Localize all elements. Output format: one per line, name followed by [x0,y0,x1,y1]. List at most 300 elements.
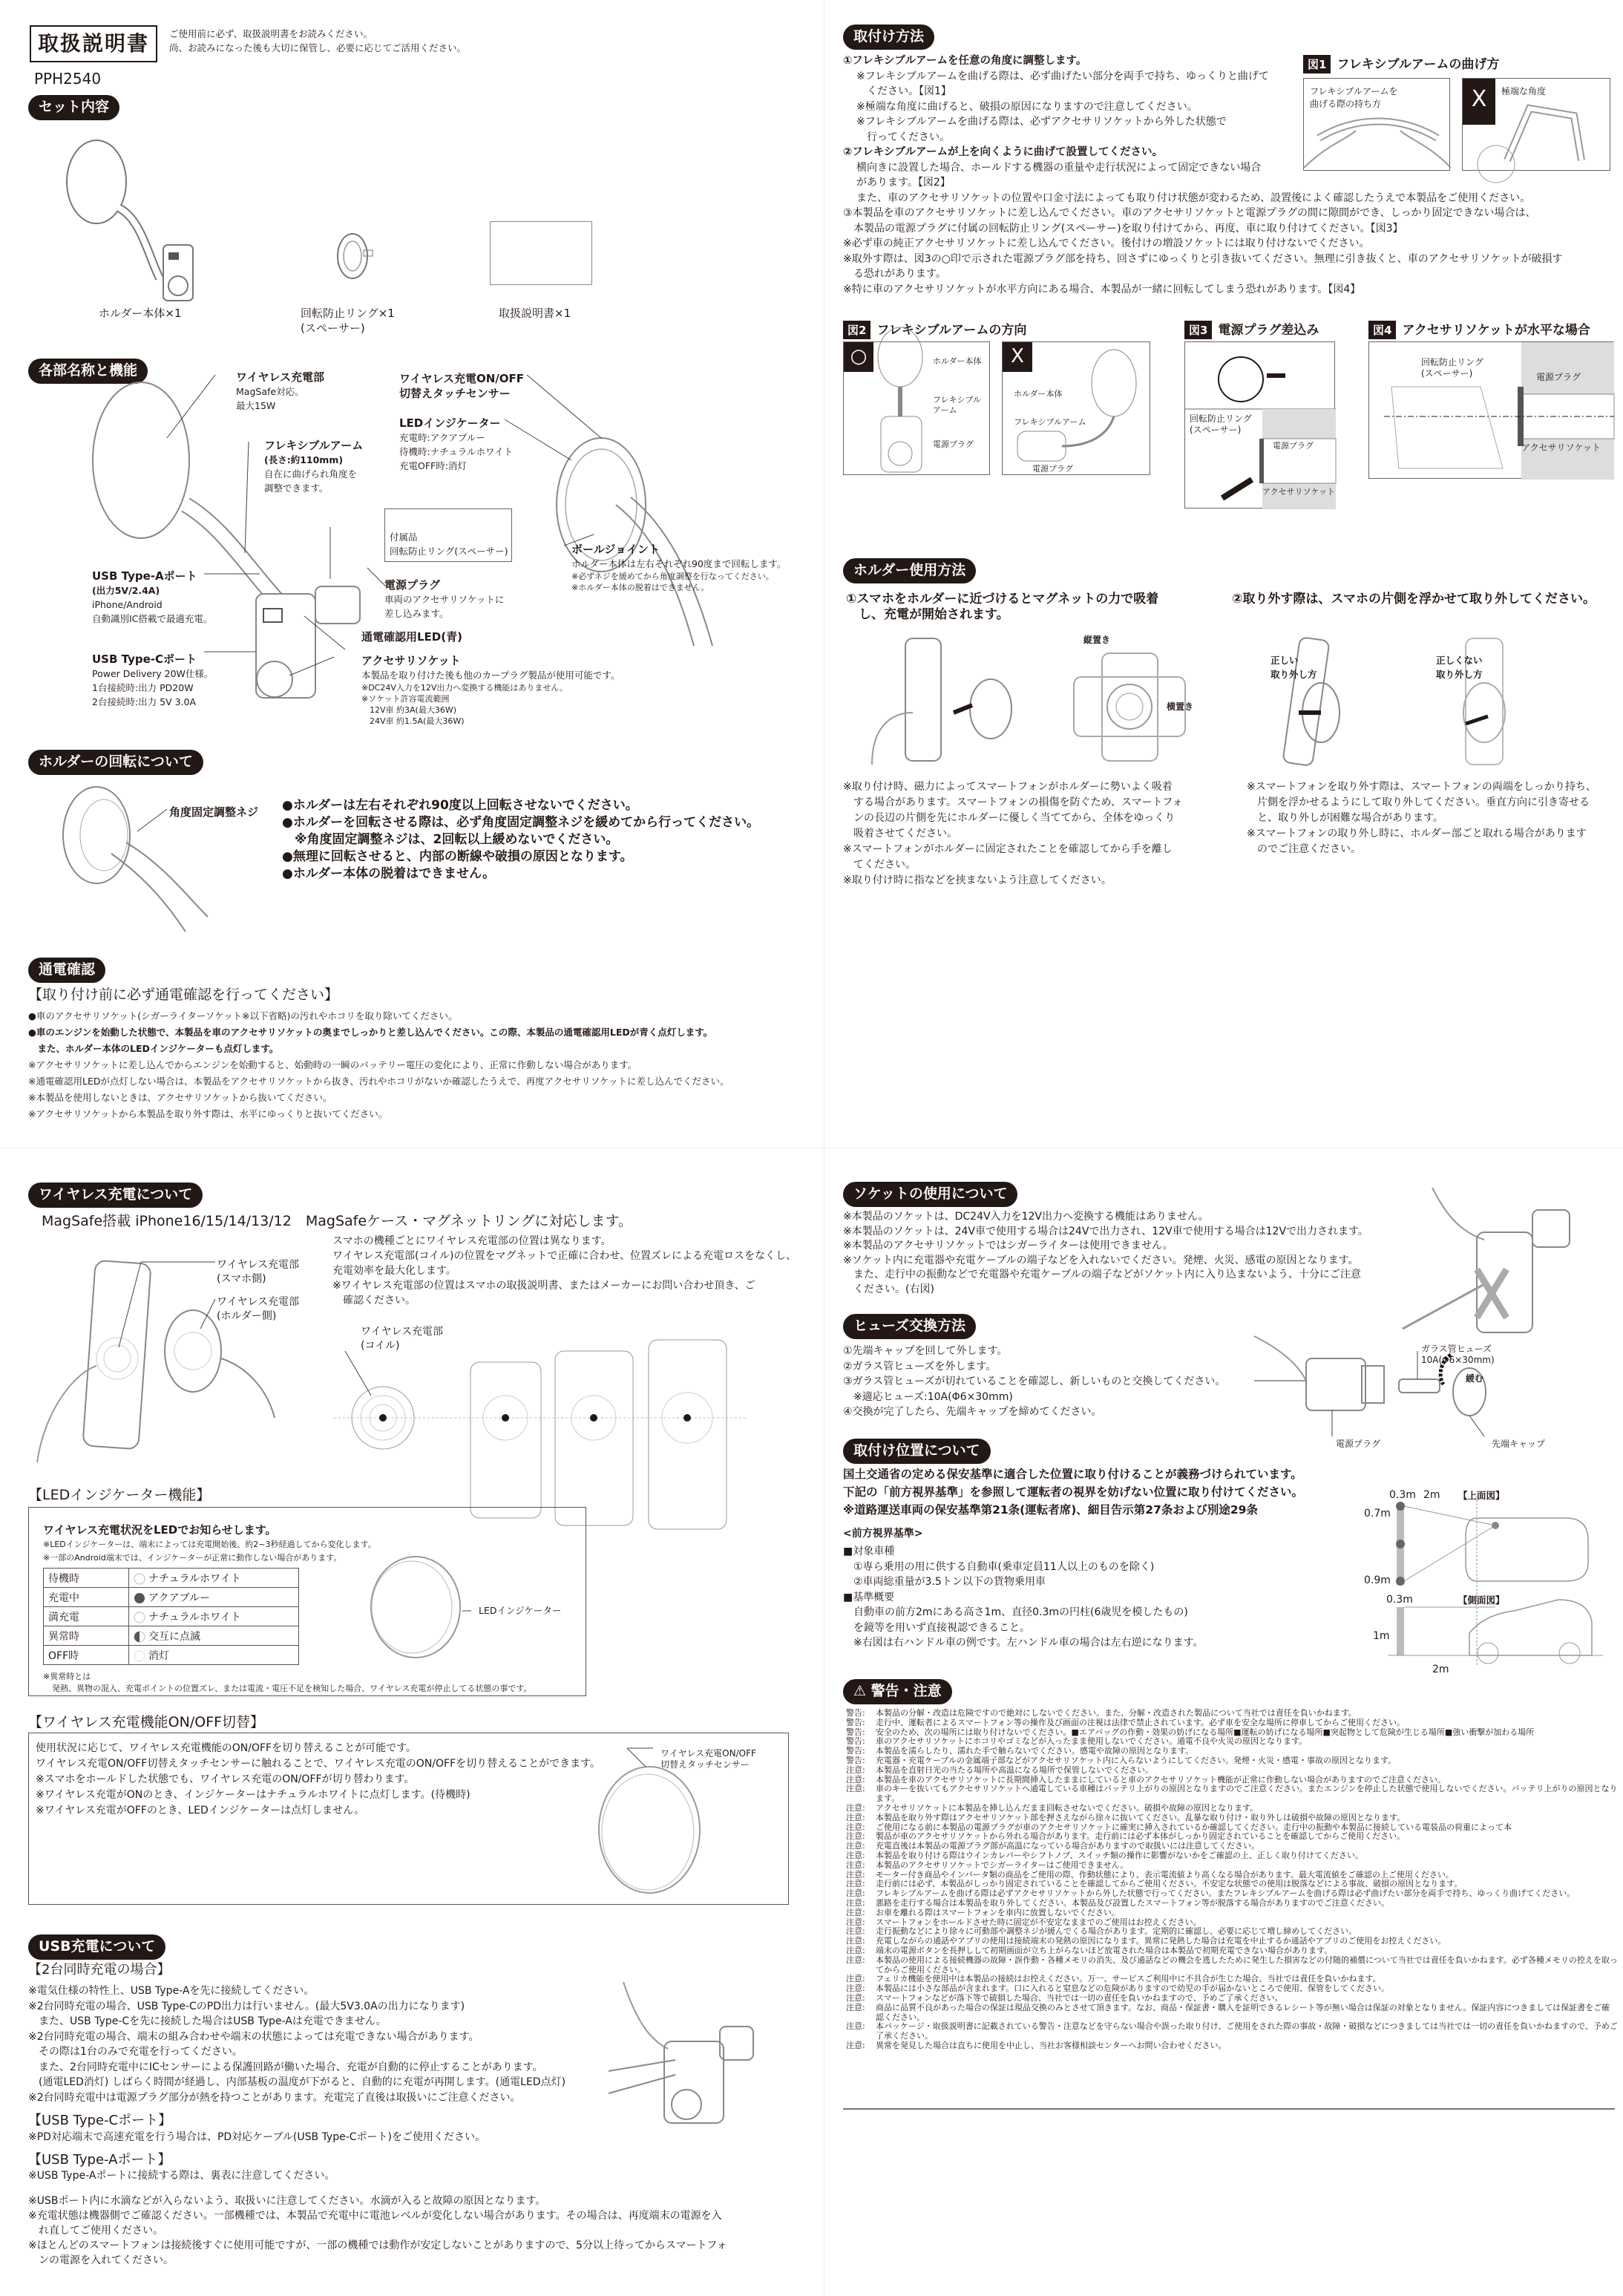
warning-tag: 注意: [846,1850,865,1860]
warning-text: 端末の電源ボタンを長押しして初期画面が立ち上がらないほど放電された場合は本製品で初期充電できない場合があります。 [876,1945,1333,1955]
position-line: 下記の「前方視界基準」を参照して運転者の視界を妨げない位置に取り付けてください。 [843,1485,1304,1499]
wireless-text-line: ワイヤレス充電部(コイル)の位置をマグネットで正確に合わせ、位置ズレによる充電ロスをなくし、 [332,1250,796,1262]
warning-triangle-icon: ⚠ [853,1683,871,1699]
fig-label: アクセサリソケット [1262,487,1336,497]
warning-text: 本製品には小さな部品が含まれます。口に入れると窒息などの危険がありますので幼児の手が届かないところで使用、保管をしてください。 [876,1983,1390,1994]
manual-illustration [490,221,592,285]
warning-item [846,1956,1618,1975]
fig-tag: 図2 [843,321,870,339]
socket-use-text [843,1210,1368,1297]
label-line: 最大15W [236,400,276,411]
fig-label: ホルダー本体 [1014,389,1063,399]
label-line: ※必ずネジを緩めてから角度調整を行なってください。 [571,572,774,581]
led-status-row [44,1607,299,1626]
label-correct-removal [1270,653,1317,681]
warning-text: 本製品のアクセサリソケットでシガーライターはご使用できません。 [876,1860,1129,1870]
label-line: 充電OFF時:消灯 [399,460,467,471]
label-flexible-arm [264,438,363,495]
label-led-indicator [399,416,513,473]
criteria-line: ①専ら乗用の用に供する自動車(乗車定員11人以上のものを除く) [843,1560,1155,1573]
usb-dual-heading: 【2台同時充電の場合】 [28,1962,171,1978]
usb-note: ンの電源を入れてください。 [28,2254,174,2266]
fig-label: 曲げる際の持ち方 [1310,99,1382,109]
dim-2m-side: 2m [1432,1664,1449,1675]
fuse-step: ④交換が完了したら、先端キャップを締めてください。 [843,1406,1102,1418]
top-view-title: 【上面図】 [1458,1490,1505,1501]
power-check-body [28,1008,729,1122]
section-wireless: ワイヤレス充電について [28,1183,203,1208]
warning-tag: 警告: [846,1736,865,1747]
label-onoff-ring [660,1748,756,1770]
fig-tag: 図1 [1303,55,1331,73]
warning-text: 製品が車のアクセサリソケットから外れる場合があります。走行前には必ず本体がしっかり固定されていることを確認してからご使用ください。 [876,1831,1406,1842]
warning-text: 安全のため、次の場所には取り付けないでください。■エアバッグの作動・効果の妨げになる場所■運転の妨げになる場所■突起物として危険が生じる場所■強い衝撃が加わる場所 [876,1727,1535,1737]
bottom-rule [843,2108,1615,2110]
criteria-line: ※右図は右ハンドル車の例です。左ハンドル車の場合は左右逆になります。 [843,1637,1204,1649]
warning-item [846,1899,1618,1909]
led-state: 異常時 [44,1626,129,1646]
warning-text: 車のキーを抜いてもアクセサリソケットへ通電している車種はバッテリ上がりの原因となりますのでご注意ください。またエンジンを停止した状態で使用しないでください。バッテリ上がりの原因となります。 [876,1784,1618,1804]
fig-label: フレキシブルアームを [1310,86,1398,97]
set-item-label: 回転防止リング×1 [301,307,395,320]
install-note: ください。【図1】 [856,85,951,97]
fig-label: 電源プラグ [1273,441,1314,451]
criteria-line: ■対象車種 [843,1546,895,1557]
label-accessory-socket [361,653,620,727]
led-value-cell [129,1569,299,1588]
warning-tag: 注意: [846,1764,865,1775]
warning-text: 本パッケージ・取扱説明書に記載されている警告・注意などを守らない場合や誤った取り付け、ご使用をされた際の事故・故障・破損などにつきましては当社では一切の責任を負いかねますので、予めご了承ください。 [876,2021,1618,2041]
led-state: OFF時 [44,1646,129,1665]
label-title: ボールジョイント [571,543,660,556]
label-title: 電源プラグ [384,578,441,592]
socket-cable-ng-illustration [1403,1188,1618,1336]
label-power-plug [384,578,504,621]
label-onoff-sensor [399,371,524,401]
warning-text: モーター付き商品やインバータ類の商品をご使用の際、作動状態により、表示電流値より高くなる場合があります。最大電流値をご確認の上ご使用ください。 [876,1869,1454,1880]
usage-note: ※スマートフォンを取り外す際は、スマートフォンの両端をしっかり持ち、 [1247,781,1596,793]
socket-note: ※本製品のソケットは、24V車で使用する場合は24Vで出力され、12V車で使用する場合は12Vで出力されます。 [843,1225,1368,1237]
led-state: 待機時 [44,1569,129,1588]
warning-text: 本製品の分解・改造は危険ですので絶対にしないでください。また、分解・改造された製品について当社では責任を負いかねます。 [876,1708,1357,1718]
warning-text: 本製品を車のアクセサリソケットに長期間挿入したままにしていると車のアクセサリソケット機能が正常に作動しない場合がありますのでご注意ください。 [876,1774,1446,1785]
usb-note: ※ほとんどのスマートフォンは接続後すぐに使用可能ですが、一部の機種では動作が安定しないことがありますので、5分以上待ってからスマートフォ [28,2240,727,2251]
led-note: ※LEDインジケーターは、端末によっては充電開始後、約2~3秒経過してから変化します。 [43,1540,376,1549]
install-note: ※フレキシブルアームを曲げる際は、必ず曲げたい部分を両手で持ち、ゆっくりと曲げて [856,70,1269,82]
rotation-bullets [282,797,759,883]
fig3-header [1184,319,1319,339]
position-line: ※道路運送車両の保安基準第21条(運転者席)、細目告示第27条および別途29条 [843,1503,1258,1517]
install-note: 行ってください。 [856,131,950,143]
led-filled-circle-icon [134,1592,145,1605]
wireless-text-line: スマホの機種ごとにワイヤレス充電部の位置は異なります。 [332,1235,612,1247]
set-item-manual: 取扱説明書×1 [499,307,571,320]
label-line: 10A(Φ6×30mm) [1421,1355,1495,1365]
fuse-step: ③ガラス管ヒューズが切れていることを確認し、新しいものと交換してください。 [843,1376,1226,1387]
label-line: 車両のアクセサリソケットに [384,594,505,605]
warning-tag: 注意: [846,1955,865,1965]
header-notes [169,27,466,55]
dim-1m: 1m [1373,1630,1390,1642]
led-status-row [44,1569,299,1588]
warning-item [846,1709,1618,1718]
warning-item [846,1756,1618,1766]
warning-tag: 警告: [846,1717,865,1727]
onoff-line: ※ワイヤレス充電がOFFのとき、LEDインジケーターは点灯しません。 [36,1805,364,1816]
onoff-line: 使用状況に応じて、ワイヤレス充電機能のON/OFFを切り替えることが可能です。 [36,1742,416,1754]
section-fuse: ヒューズ交換方法 [843,1314,976,1339]
set-item-sub: (スペーサー) [301,321,365,335]
install-note: ※極端な角度に曲げると、破損の原因になりますので注意してください。 [856,100,1198,113]
label-line: ワイヤレス充電ON/OFF [660,1748,756,1759]
usb-note: ※充電状態は機器側でご確認ください。一部機種では、本製品で充電中に電池レベルが変化しない場合があります。その場合は、再度端末の電源を入 [28,2210,722,2222]
install-note: 横向きに設置した場合、ホールドする機器の重量や走行状況によって固定できない場合 [856,161,1262,174]
onoff-text [36,1741,600,1819]
label-line: 付属品 [390,532,418,543]
usb-plug-illustration [609,1982,772,2123]
label-line: (スマホ側) [217,1273,266,1285]
fig-label: アクセサリソケット [1521,442,1601,453]
led-state: 充電中 [44,1588,129,1607]
install-step: ①フレキシブルアームを任意の角度に調整します。 [843,55,1087,67]
install-text [843,53,1562,297]
label-wireless-charger [236,370,324,413]
usage-step2: ②取り外す際は、スマホの片側を浮かせて取り外してください。 [1232,592,1596,606]
warning-tag: 注意: [846,2002,865,2012]
led-value: ナチュラルホワイト [148,1611,241,1623]
warning-tag: 注意: [846,1926,865,1937]
onoff-line: ※ワイヤレス充電がONのとき、インジケーターはナチュラルホワイトに点灯します。(待機時) [36,1789,470,1801]
warning-item [846,1813,1618,1823]
led-half-circle-icon [134,1630,145,1643]
dim-2m-top: 2m [1423,1489,1440,1501]
usb-dual-line: (通電LED消灯) しばらく時間が経過し、内部基板の温度が下がると、自動的に充電が再開します。(通電LED点灯) [28,2076,566,2088]
label-line: Power Delivery 20W仕様。 [92,668,214,679]
fig-label: 回転防止リング [1421,357,1483,367]
label-line: 取り外し方 [1436,669,1483,680]
fig-label: 電源プラグ [933,439,974,449]
onoff-heading: 【ワイヤレス充電機能ON/OFF切替】 [28,1714,265,1730]
horizontal-socket-icon [1369,342,1614,480]
usb-dual-line: また、USB Type-Cを先に接続した場合はUSB Type-Aは充電できません。 [28,2015,387,2027]
usb-note: れ直してご使用ください。 [28,2225,163,2237]
fig1-ng-panel [1462,78,1610,171]
warning-text: 悪路を走行する場合は本製品を取り外してください。本製品及び設置したスマートフォン等が脱落する場合がありますのでご注意ください。 [876,1897,1389,1908]
label-holder-coil [217,1295,299,1324]
power-check-note: ※アクセサリソケットに差し込んでからエンジンを始動すると、始動時の一瞬のバッテリー電圧の変化により、正常に作動しない場合があります。 [28,1059,637,1070]
socket-note: また、走行中の振動などで充電器や充電ケーブルの端子などがソケット内に入り込まないよう、十分にご注意 [843,1269,1361,1281]
install-note: ※取外す際は、図3の○印で示された電源プラグ部を持ち、回さずにゆっくりと引き抜いてください。無理に引き抜くと、車のアクセサリソケットが破損す [843,252,1563,265]
fig-tag: 図4 [1368,321,1396,339]
holder-body-illustration [67,137,237,301]
warning-tag: 注意: [846,1907,865,1917]
warning-tag: 注意: [846,1822,865,1832]
usage-step-line: し、充電が開始されます。 [846,607,1009,622]
power-check-line: ●車のエンジンを始動した状態で、本製品を車のアクセサリソケットの奥までしっかりと差し込んでください。この際、本製品の通電確認用LEDが青く点灯します。 [28,1027,713,1038]
onoff-line: ワイヤレス充電ON/OFF切替えタッチセンサーに触れることで、ワイヤレス充電のON/OFFを切り替えることができます。 [36,1758,601,1770]
warning-tag: 注意: [846,1917,865,1927]
label-title: USB Type-Aポート [92,569,197,583]
warning-tag: 注意: [846,1869,865,1880]
model-number: PPH2540 [34,70,102,88]
warning-text: 車のアクセサリソケットにホコリやゴミなどが入ったまま使用しないでください。通電不良や火災の原因となります。 [876,1736,1308,1747]
usage-note: 吸着させてください。 [843,828,957,840]
label-line: 自動識別IC搭載で最適充電。 [92,613,213,624]
ok-mark: ○ [844,342,873,372]
ng-mark: X [1003,342,1032,372]
warning-item [846,2022,1618,2041]
install-note: ※必ず車の純正アクセサリソケットに差し込んでください。後付けの増設ソケットには取り付けないでください。 [843,238,1370,249]
warning-item [846,1984,1618,1994]
warning-item [846,1766,1618,1776]
label-line: ワイヤレス充電部 [217,1259,300,1271]
warning-tag: 注意: [846,1831,865,1842]
header-note: 尚、お読みになった後も大切に保管し、必要に応じてご活用ください。 [169,42,467,53]
label-line: 調整できます。 [264,483,329,494]
label-line: 正しくない [1436,655,1483,666]
led-value: ナチュラルホワイト [148,1572,241,1585]
label-line: 自在に曲げられ角度を [264,468,358,480]
onoff-line: ※スマホをホールドした状態でも、ワイヤレス充電のON/OFFが切り替わります。 [36,1773,415,1785]
warning-tag: 注意: [846,1774,865,1785]
fig-label: 電源プラグ [1536,372,1581,382]
callout-angle-screw: 角度固定調整ネジ [169,805,259,819]
fig2-header [843,319,1026,339]
label-sub: (長さ:約110mm) [264,454,344,465]
label-line: 12V車 約3A(最大36W) [361,705,456,715]
warning-text: スマートフォンをホールドさせた時に固定が不安定なままでのご使用はお控えください。 [876,1917,1201,1927]
led-value: 消灯 [148,1649,169,1662]
fig-title: フレキシブルアームの曲げ方 [1337,57,1500,72]
label-line: ガラス管ヒューズ [1421,1344,1492,1354]
label-line: 正しい [1270,655,1299,666]
install-note: また、車のアクセサリソケットの位置や口金寸法によっても取り付け状態が変わるため、設置後によく確認したうえで本製品をご使用ください。 [856,192,1531,204]
label-line: ※ホルダー本体の脱着はできません。 [571,583,709,592]
warning-tag: 注意: [846,1860,865,1870]
label-line: 取り外し方 [1270,669,1317,680]
label-incorrect-removal [1436,653,1483,681]
warning-item [846,1804,1618,1813]
wireless-text-line: 充電効率を最大化します。 [332,1265,456,1277]
label-line: (コイル) [361,1340,400,1352]
dim-03m-top: 0.3m [1389,1489,1416,1501]
install-note: があります。【図2】 [856,177,951,189]
led-value-cell [129,1626,299,1646]
fig-title: 電源プラグ差込み [1218,323,1319,338]
power-check-line: また、ホルダー本体のLEDインジケーターも点灯します。 [28,1043,279,1054]
label-line: iPhone/Android [92,599,163,610]
warning-text: ご使用になる前に本製品の電源プラグが車のアクセサリソケットに確実に挿入されているか確認してください。走行中の振動や本製品に接続している電装品の荷重によって本 [876,1822,1512,1832]
label-line: 回転防止リング(スペーサー) [390,546,508,557]
warning-item [846,2041,1618,2051]
usage-note: ※取り付け時に指などを挟まないよう注意してください。 [843,874,1112,886]
led-ring-illustration [367,1548,471,1659]
criteria-line: ■基準概要 [843,1591,895,1603]
usb-typec-line: ※PD対応端末で高速充電を行う場合は、PD対応ケーブル(USB Type-Cポート)をご使用ください。 [28,2131,486,2143]
warning-item [846,1946,1618,1956]
label-line: 2台接続時:出力 5V 3.0A [92,696,197,707]
forward-visibility-diagram [1365,1488,1618,1681]
criteria-line: 自動車の前方2mにある高さ1m、直径0.3mの円柱(6歳児を模したもの) [843,1606,1188,1618]
power-check-note: ※本製品を使用しないときは、アクセサリソケットから抜いてください。 [28,1092,332,1103]
wireless-compat: MagSafe搭載 iPhone16/15/14/13/12 MagSafeケース・マグネットリングに対応します。 [42,1213,632,1229]
label-title: ワイヤレス充電ON/OFF [399,372,524,385]
fuse-step: ②ガラス管ヒューズを外します。 [843,1360,997,1373]
led-status-row [44,1626,299,1646]
fig2-ng-panel [1002,341,1150,475]
section-power-check: 通電確認 [28,958,105,983]
warning-text: アクセサリソケットに本製品を挿し込んだまま回転させないでください。破損や故障の原因となります。 [876,1802,1259,1813]
warning-text: フレキシブルアームを曲げる際は必ずアクセサリソケットから外した状態で行ってください。またフレキシブルアームを曲げる際は必ず曲げたい部分を両手で持ち、ゆっくり曲げてください。 [876,1888,1576,1899]
usb-dual-line: また、2台同時充電中にICセンサーによる保護回路が働いた場合、充電が自動的に停止することがあります。 [28,2061,543,2073]
section-warnings [843,1679,952,1704]
warning-item [846,2004,1618,2023]
usb-dual-line: その際は1台のみで充電を行ってください。 [28,2046,243,2058]
warning-text: 充電器・充電ケーブルの金属端子部などがアクセサリソケット内に入らないようにしてください。発煙・火災・感電・事故の原因となります。 [876,1755,1397,1765]
header-note: ご使用前に必ず、取扱説明書をお読みください。 [169,28,373,39]
usb-typea-heading: 【USB Type-Aポート】 [28,2152,171,2168]
usage-note: する場合があります。スマートフォンの損傷を防ぐため、スマートフォ [843,797,1183,808]
usb-typea-line: ※USB Type-Aポートに接続する際は、裏表に注意してください。 [28,2170,335,2182]
warning-tag: 注意: [846,1888,865,1899]
usage-step-line: ①スマホをホルダーに近づけるとマグネットの力で吸着 [846,592,1159,606]
fuse-replacement-illustration [1254,1321,1551,1448]
warning-tag: 警告: [846,1727,865,1737]
usb-note: ※USBポート内に水滴などが入らないよう、取扱いに注意してください。水滴が入ると故障の原因となります。 [28,2195,546,2207]
fig-label: 極端な角度 [1501,86,1547,97]
usage-note: てください。 [843,859,916,871]
led-value: アクアブルー [148,1592,211,1604]
onoff-ring-illustration [590,1759,709,1893]
warning-text: 充電しながらの通話やアプリの使用は接続端末の発熱の原因になります。異常に発熱した場合は充電を中止するか通話やアプリのご使用をお控えください。 [876,1936,1446,1946]
warning-text: 本製品を濡らしたり、濡れた手で触らないでください。感電や故障の原因となります。 [876,1746,1194,1756]
set-item-ring [301,306,395,336]
label-title: ワイヤレス充電部 [236,370,324,384]
section-usb: USB充電について [28,1934,165,1960]
warning-tag: 注意: [846,1983,865,1994]
warning-item [846,1718,1618,1728]
label-led-indicator-ring: LEDインジケーター [479,1605,562,1616]
label-line: 充電時:アクアブルー [399,432,485,443]
position-line: 国土交通省の定める保安基準に適合した位置に取り付けることが義務づけられています。 [843,1468,1302,1481]
criteria-heading: <前方視界基準> [843,1528,923,1540]
label-sub: (出力5V/2.4A) [92,585,160,596]
wireless-text [332,1234,796,1308]
warning-tag: 注意: [846,2040,865,2050]
rotation-bullet: ※角度固定調整ネジは、2回転以上緩めないでください。 [282,832,619,847]
label-portrait: 縦置き [1083,635,1111,645]
usage-step1 [846,592,1158,623]
usb-dual-line: ※2台同時充電の場合、端末の組み合わせや端末の状態によっては充電できない場合があります。 [28,2030,479,2043]
warnings-list [846,1709,1618,2051]
dim-03m-side: 0.3m [1386,1594,1413,1606]
warning-tag: 注意: [846,1879,865,1889]
power-check-subheading: 【取り付け前に必ず通電確認を行ってください】 [28,987,339,1003]
usage-note: ※スマートフォンの取り外し時に、ホルダー部ごと取れる場合があります [1247,828,1587,840]
label-title: アクセサリソケット [361,654,461,667]
power-check-note: ※アクセサリソケットから本製品を取り外す際は、水平にゆっくりと抜いてください。 [28,1108,388,1119]
ng-mark: X [1463,79,1495,125]
extreme-bend-icon [1463,101,1611,171]
usage-note: と、取り外しが困難な場合があります。 [1247,812,1443,824]
fig-label: (スペーサー) [1190,425,1242,435]
socket-note: ※ソケット内に充電器や充電ケーブルの端子などを入れないでください。発煙、火災、感電の原因となります。 [843,1254,1359,1266]
warning-text: 本製品を取り外す際はアクセサリソケット部を押さえながら徐々に抜いてください。乱暴な取り付け・取り外しは破損や故障の原因となります。 [876,1812,1406,1822]
label-fuse-plug: 電源プラグ [1336,1439,1381,1449]
criteria-text [843,1544,1204,1651]
fig4-header [1368,319,1590,339]
usage-note: ※取り付け時、磁力によってスマートフォンがホルダーに勢いよく吸着 [843,781,1173,793]
warning-text: 走行前には必ず、本製品がしっかり固定されていることを確認してからご使用ください。不安定な状態での使用は脱落などによる事故、破損の原因となります。 [876,1879,1463,1889]
usage-notes-2 [1247,779,1596,857]
warning-item [846,1937,1618,1946]
side-view-title: 【側面図】 [1458,1595,1505,1606]
fig1-header [1303,53,1499,73]
warning-tag: 注意: [846,1841,865,1851]
fig-title: フレキシブルアームの方向 [876,323,1027,338]
label-ball-joint [571,542,786,593]
install-step3-line: ③本製品を車のアクセサリソケットに差し込んでください。車のアクセサリソケットと電源プラグの間に隙間ができ、しっかり固定できない場合は、 [843,207,1536,219]
set-item-holder: ホルダー本体×1 [99,307,182,320]
abnormal-text: 発熱、異物の混入、充電ポイントの位置ズレ、または電流・電圧不足を検知した場合、ワイヤレス充電が停止してる状態の事です。 [52,1684,532,1693]
warning-tag: 注意: [846,1897,865,1908]
label-title: 切替えタッチセンサー [399,387,511,400]
led-state: 満充電 [44,1607,129,1626]
warning-tag: 注意: [846,1812,865,1822]
warning-item [846,1994,1618,2004]
label-title: フレキシブルアーム [264,439,364,452]
label-line: ※DC24V入力を12V出力へ変換する機能はありません。 [361,683,568,693]
fig4-panel [1368,341,1613,479]
criteria-line: を鏡等を用いず直接視認できること。 [843,1621,1030,1634]
led-note: ※一部のAndroid端末では、インジケーターが正常に動作しない場合があります。 [43,1553,342,1563]
section-socket-use: ソケットの使用について [843,1182,1017,1207]
label-coil [361,1325,443,1353]
warning-item [846,1861,1618,1871]
warning-text: 異常を発見した場合は直ちに使用を中止し、当社お客様相談センターへお問い合わせください。 [876,2040,1227,2050]
section-set-contents: セット内容 [28,95,119,120]
led-intro: ワイヤレス充電状況をLEDでお知らせします。 [43,1523,277,1537]
usb-dual-line: ※2台同時充電の場合、USB Type-CのPD出力は行いません。(最大5V3.0Aの出力になります) [28,2000,465,2012]
power-check-line: ●車のアクセサリソケット(シガーライターソケット※以下省略)の汚れやホコリを取り除いてください。 [28,1010,458,1021]
fig-title: アクセサリソケットが水平な場合 [1402,323,1590,338]
anti-rotation-ring-illustration [334,226,378,286]
abnormal-title: ※異常時とは [43,1672,91,1681]
fig-label: 電源プラグ [1032,464,1073,474]
label-landscape: 横置き [1167,701,1194,712]
warning-text: 本製品を取り付ける際はウインカレバーやシフトノブ、スイッチ類の操作に影響がないかをご確認の上、正しく取り付けてください。 [876,1850,1363,1860]
warning-text: スマートフォンなどが落下等で破損した場合、当社では一切の責任を負いかねますので、予めご了承ください。 [876,1992,1283,2003]
warning-item [846,1909,1618,1918]
socket-note: ※本製品のアクセサリソケットではシガーライターは使用できません。 [843,1240,1173,1252]
warning-text: お車を離れる際はスマートフォンを車内に放置しないでください。 [876,1907,1120,1917]
warning-tag: 注意: [846,1784,865,1794]
label-line: 切替えタッチセンサー [660,1759,750,1770]
usage-note: のでご注意ください。 [1247,843,1361,855]
warning-tag: 注意: [846,1936,865,1946]
led-value-cell [129,1607,299,1626]
phone-attach-illustration [861,638,1603,765]
install-note: る恐れがあります。 [843,268,946,280]
fig-label: フレキシブル [933,395,982,405]
fig-label: フレキシブルアーム [1014,417,1086,427]
fig3-panel [1184,341,1335,508]
label-line: ワイヤレス充電部 [361,1326,444,1338]
rotation-illustration [59,783,223,917]
warning-tag: 警告: [846,1746,865,1756]
warning-item [846,1785,1618,1804]
led-status-row [44,1588,299,1607]
